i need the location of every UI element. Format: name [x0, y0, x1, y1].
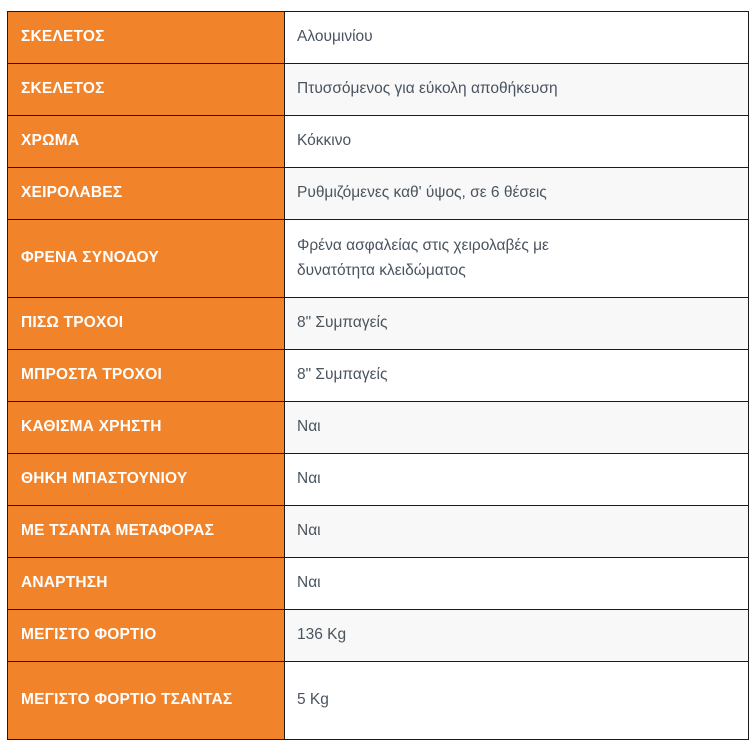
spec-value-line: Ναι — [297, 522, 321, 540]
spec-value-cell — [285, 168, 749, 220]
spec-value-cell — [285, 558, 749, 610]
spec-value-line: 8" Συμπαγείς — [297, 366, 388, 384]
specifications-table-body — [8, 12, 749, 740]
spec-value-cell — [285, 506, 749, 558]
spec-value-line: Ρυθμιζόμενες καθ' ύψος, σε 6 θέσεις — [297, 184, 547, 202]
spec-label-cell: ΜΕ ΤΣΑΝΤΑ ΜΕΤΑΦΟΡΑΣ — [8, 506, 285, 558]
spec-value-cell — [285, 350, 749, 402]
table-row — [8, 220, 749, 298]
specifications-table — [7, 11, 749, 740]
spec-label-cell: ΑΝΑΡΤΗΣΗ — [8, 558, 285, 610]
table-row — [8, 558, 749, 610]
spec-value-line: 8" Συμπαγείς — [297, 314, 388, 332]
specifications-table-container — [7, 11, 748, 740]
spec-value-cell — [285, 298, 749, 350]
spec-value-line: Ναι — [297, 574, 321, 592]
spec-label-cell: ΣΚΕΛΕΤΟΣ — [8, 64, 285, 116]
spec-label-cell: ΜΕΓΙΣΤΟ ΦΟΡΤΙΟ — [8, 610, 285, 662]
spec-value-line: Κόκκινο — [297, 132, 352, 150]
table-row — [8, 610, 749, 662]
spec-value-line: 136 Kg — [297, 626, 347, 644]
table-row — [8, 350, 749, 402]
table-row — [8, 402, 749, 454]
spec-value-cell — [285, 402, 749, 454]
spec-label-cell: ΦΡΕΝΑ ΣΥΝΟΔΟΥ — [8, 220, 285, 298]
spec-value-line: Ναι — [297, 418, 321, 436]
spec-label-cell: ΘΗΚΗ ΜΠΑΣΤΟΥΝΙΟΥ — [8, 454, 285, 506]
spec-label-cell: ΠΙΣΩ ΤΡΟΧΟΙ — [8, 298, 285, 350]
spec-value-line: Πτυσσόμενος για εύκολη αποθήκευση — [297, 80, 558, 98]
table-row — [8, 116, 749, 168]
table-row — [8, 64, 749, 116]
spec-label-cell: ΣΚΕΛΕΤΟΣ — [8, 12, 285, 64]
spec-value-line: Φρένα ασφαλείας στις χειρολαβές με — [297, 237, 549, 255]
spec-value-cell — [285, 610, 749, 662]
spec-label-cell: ΧΡΩΜΑ — [8, 116, 285, 168]
table-row — [8, 298, 749, 350]
spec-label-cell: ΜΠΡΟΣΤΑ ΤΡΟΧΟΙ — [8, 350, 285, 402]
table-row — [8, 662, 749, 740]
table-row — [8, 506, 749, 558]
spec-label-cell: ΚΑΘΙΣΜΑ ΧΡΗΣΤΗ — [8, 402, 285, 454]
spec-value-cell — [285, 116, 749, 168]
spec-value-cell — [285, 454, 749, 506]
spec-value-line: Ναι — [297, 470, 321, 488]
table-row — [8, 168, 749, 220]
spec-value-cell — [285, 220, 749, 298]
spec-value-line: Αλουμινίου — [297, 28, 373, 46]
spec-label-cell: ΧΕΙΡΟΛΑΒΕΣ — [8, 168, 285, 220]
spec-value-line: 5 Kg — [297, 691, 329, 709]
table-row — [8, 12, 749, 64]
table-row — [8, 454, 749, 506]
spec-value-line: δυνατότητα κλειδώματος — [297, 261, 466, 279]
spec-value-cell — [285, 662, 749, 740]
spec-value-cell — [285, 12, 749, 64]
spec-label-cell: ΜΕΓΙΣΤΟ ΦΟΡΤΙΟ ΤΣΑΝΤΑΣ — [8, 662, 285, 740]
spec-value-cell — [285, 64, 749, 116]
